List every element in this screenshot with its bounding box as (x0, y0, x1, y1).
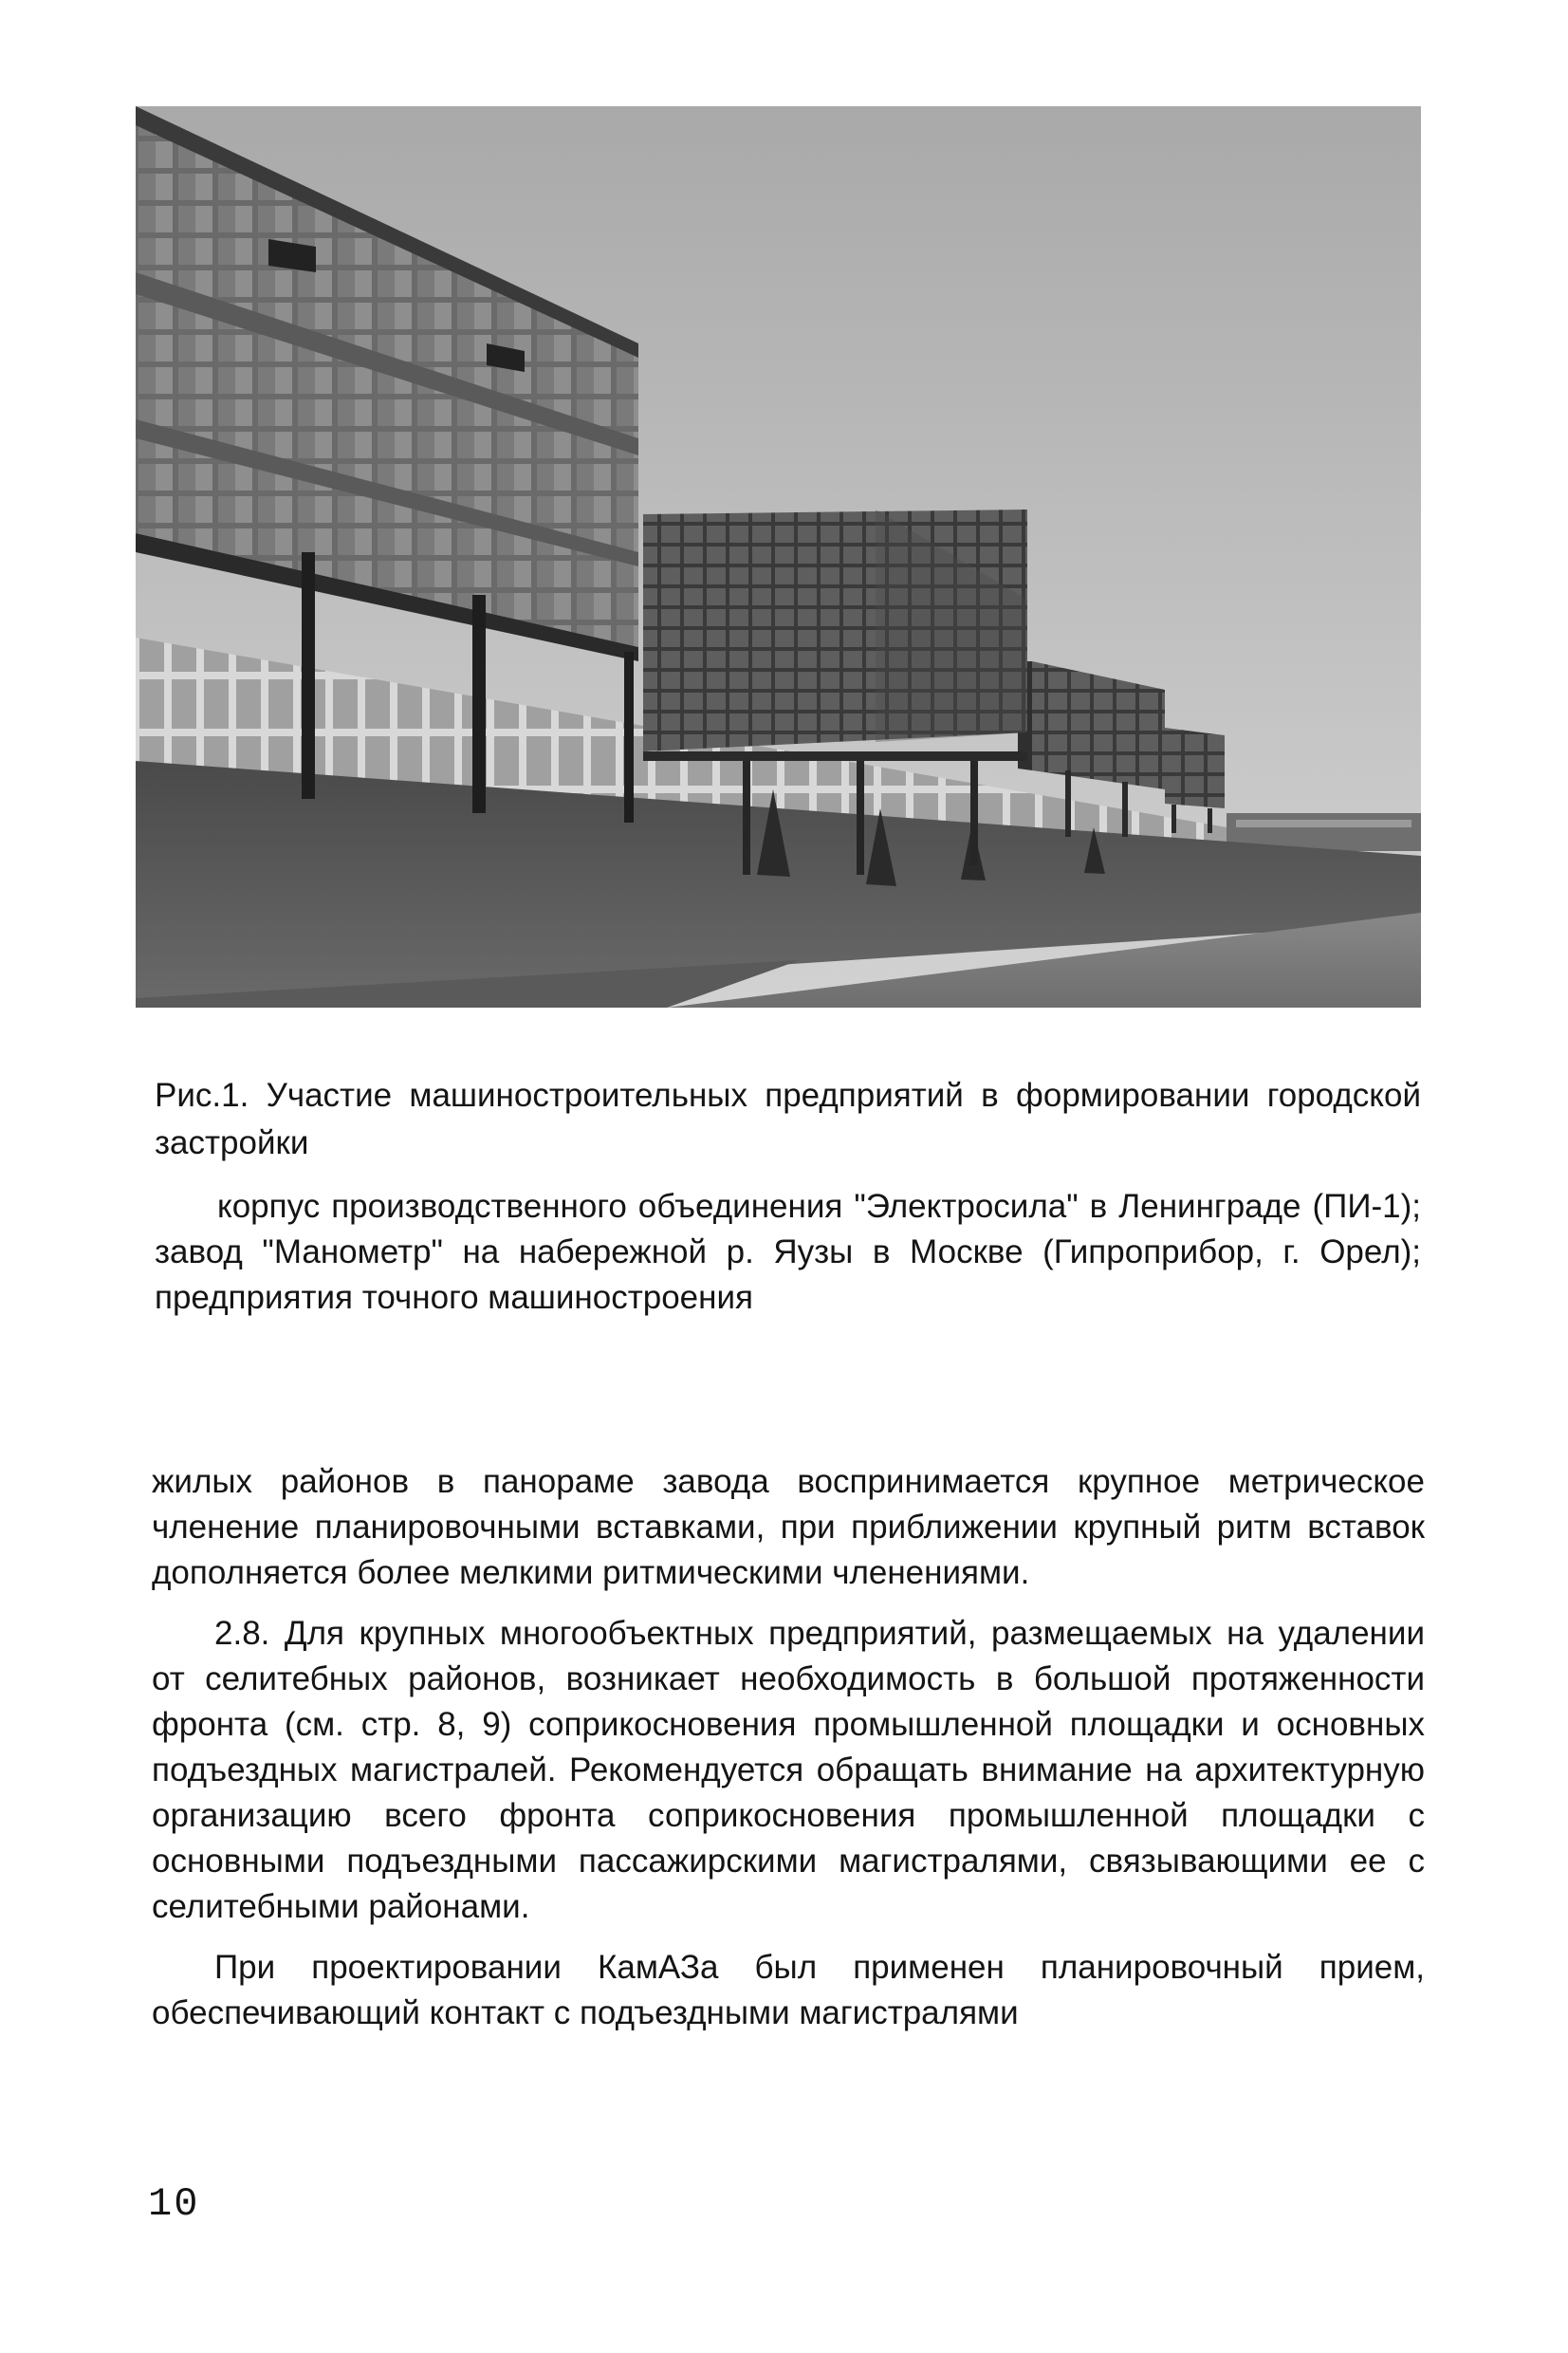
page-number: 10 (148, 2181, 200, 2227)
body-text (152, 1459, 1425, 2051)
paragraph-2: 2.8. Для крупных многообъектных предприятий, размещаемых на удалении от селитебных районов, возникает необходимость в большой протяженности фронта (см. стр. 8, 9) соприкосновения промышленной площадки и основных подъездных магистралей. Рекомендуется обращать внимание на архитектурную организацию всего фронта соприкосновения промышленной площадки с основными подъездными пассажирскими магистралями, связывающими ее с селитебными районами. (152, 1615, 1425, 1925)
building-photograph (136, 106, 1421, 1008)
paragraph-1: жилых районов в панораме завода воспринимается крупное метрическое членение планировочными вставками, при приближении крупный ритм вставок дополняется более мелкими ритмическими членениями. (152, 1463, 1425, 1591)
figure-caption-title: Рис.1. Участие машиностроительных предприятий в формировании городской застройки (155, 1077, 1421, 1161)
figure-caption-description: корпус производственного объединения "Электросила" в Ленинграде (ПИ-1); завод "Манометр" на набережной р. Яузы в Москве (Гипроприбор, г. Орел); предприятия точного машиностроения (155, 1188, 1421, 1316)
paragraph-3: При проектировании КамАЗа был применен планировочный прием, обеспечивающий контакт с подъездными магистралями (152, 1949, 1425, 2031)
factory-buildings-illustration (136, 106, 1421, 1008)
